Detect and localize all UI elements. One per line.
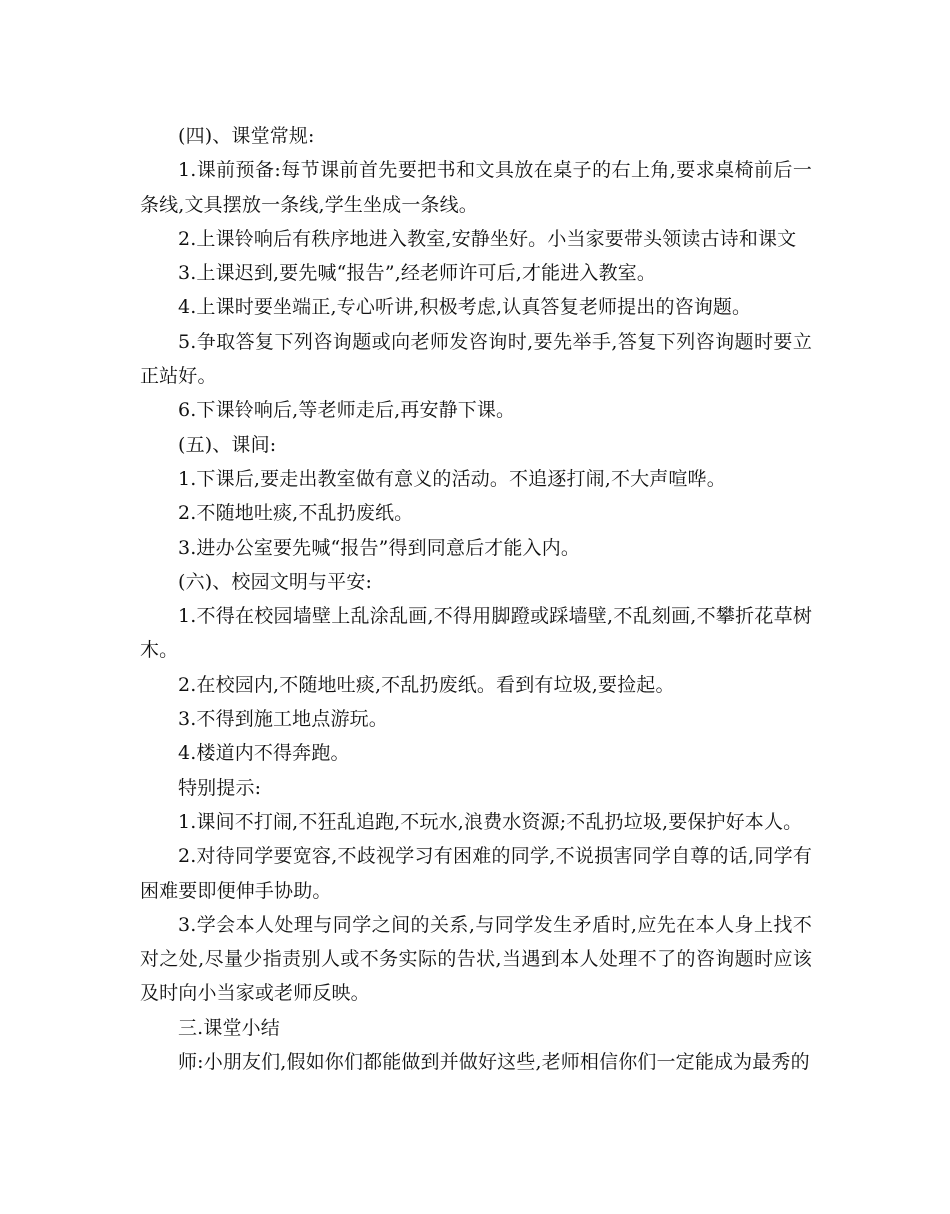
paragraph: 5.争取答复下列咨询题或向老师发咨询时,要先举手,答复下列咨询题时要立正站好。 (140, 330, 812, 388)
section-heading-special-notes: 特别提示: (178, 776, 262, 799)
paragraph: 1.下课后,要走出教室做有意义的活动。不追逐打闹,不大声喧哗。 (178, 467, 726, 490)
paragraph: 2.不随地吐痰,不乱扔废纸。 (178, 502, 414, 525)
section-heading-break-time: (五)、课间: (178, 433, 277, 456)
paragraph: 1.不得在校园墙壁上乱涂乱画,不得用脚蹬或踩墙壁,不乱刻画,不攀折花草树木。 (140, 605, 812, 662)
paragraph: 6.下课铃响后,等老师走后,再安静下课。 (178, 399, 516, 422)
section-heading-campus-safety: (六)、校园文明与平安: (178, 570, 373, 593)
paragraph: 3.学会本人处理与同学之间的关系,与同学发生矛盾时,应先在本人身上找不对之处,尽量少指责别人或不务实际的告状,当遇到本人处理不了的咨询题时应该及时向小当家或老师反映。 (140, 913, 812, 1005)
paragraph: 1.课前预备:每节课前首先要把书和文具放在桌子的右上角,要求桌椅前后一条线,文具摆放一条线,学生坐成一条线。 (140, 159, 812, 216)
paragraph: 1.课间不打闹,不狂乱追跑,不玩水,浪费水资源;不乱扔垃圾,要保护好本人。 (178, 810, 803, 833)
paragraph: 3.上课迟到,要先喊“报告”,经老师许可后,才能进入教室。 (178, 262, 657, 285)
paragraph: 3.进办公室要先喊“报告”得到同意后才能入内。 (178, 536, 581, 559)
paragraph: 2.对待同学要宽容,不歧视学习有困难的同学,不说损害同学自尊的话,同学有困难要即便伸手协助。 (140, 845, 812, 902)
section-heading-summary: 三.课堂小结 (178, 1016, 280, 1039)
paragraph: 2.在校园内,不随地吐痰,不乱扔废纸。看到有垃圾,要捡起。 (178, 673, 675, 696)
paragraph: 4.上课时要坐端正,专心听讲,积极考虑,认真答复老师提出的咨询题。 (178, 296, 752, 319)
document-body (140, 119, 812, 1079)
paragraph: 2.上课铃响后有秩序地进入教室,安静坐好。小当家要带头领读古诗和课文 (178, 227, 797, 250)
paragraph: 4.楼道内不得奔跑。 (178, 742, 350, 765)
paragraph: 师:小朋友们,假如你们都能做到并做好这些,老师相信你们一定能成为最秀的 (178, 1051, 810, 1074)
section-heading-classroom-rules: (四)、课堂常规: (178, 125, 315, 147)
paragraph: 3.不得到施工地点游玩。 (178, 708, 388, 731)
